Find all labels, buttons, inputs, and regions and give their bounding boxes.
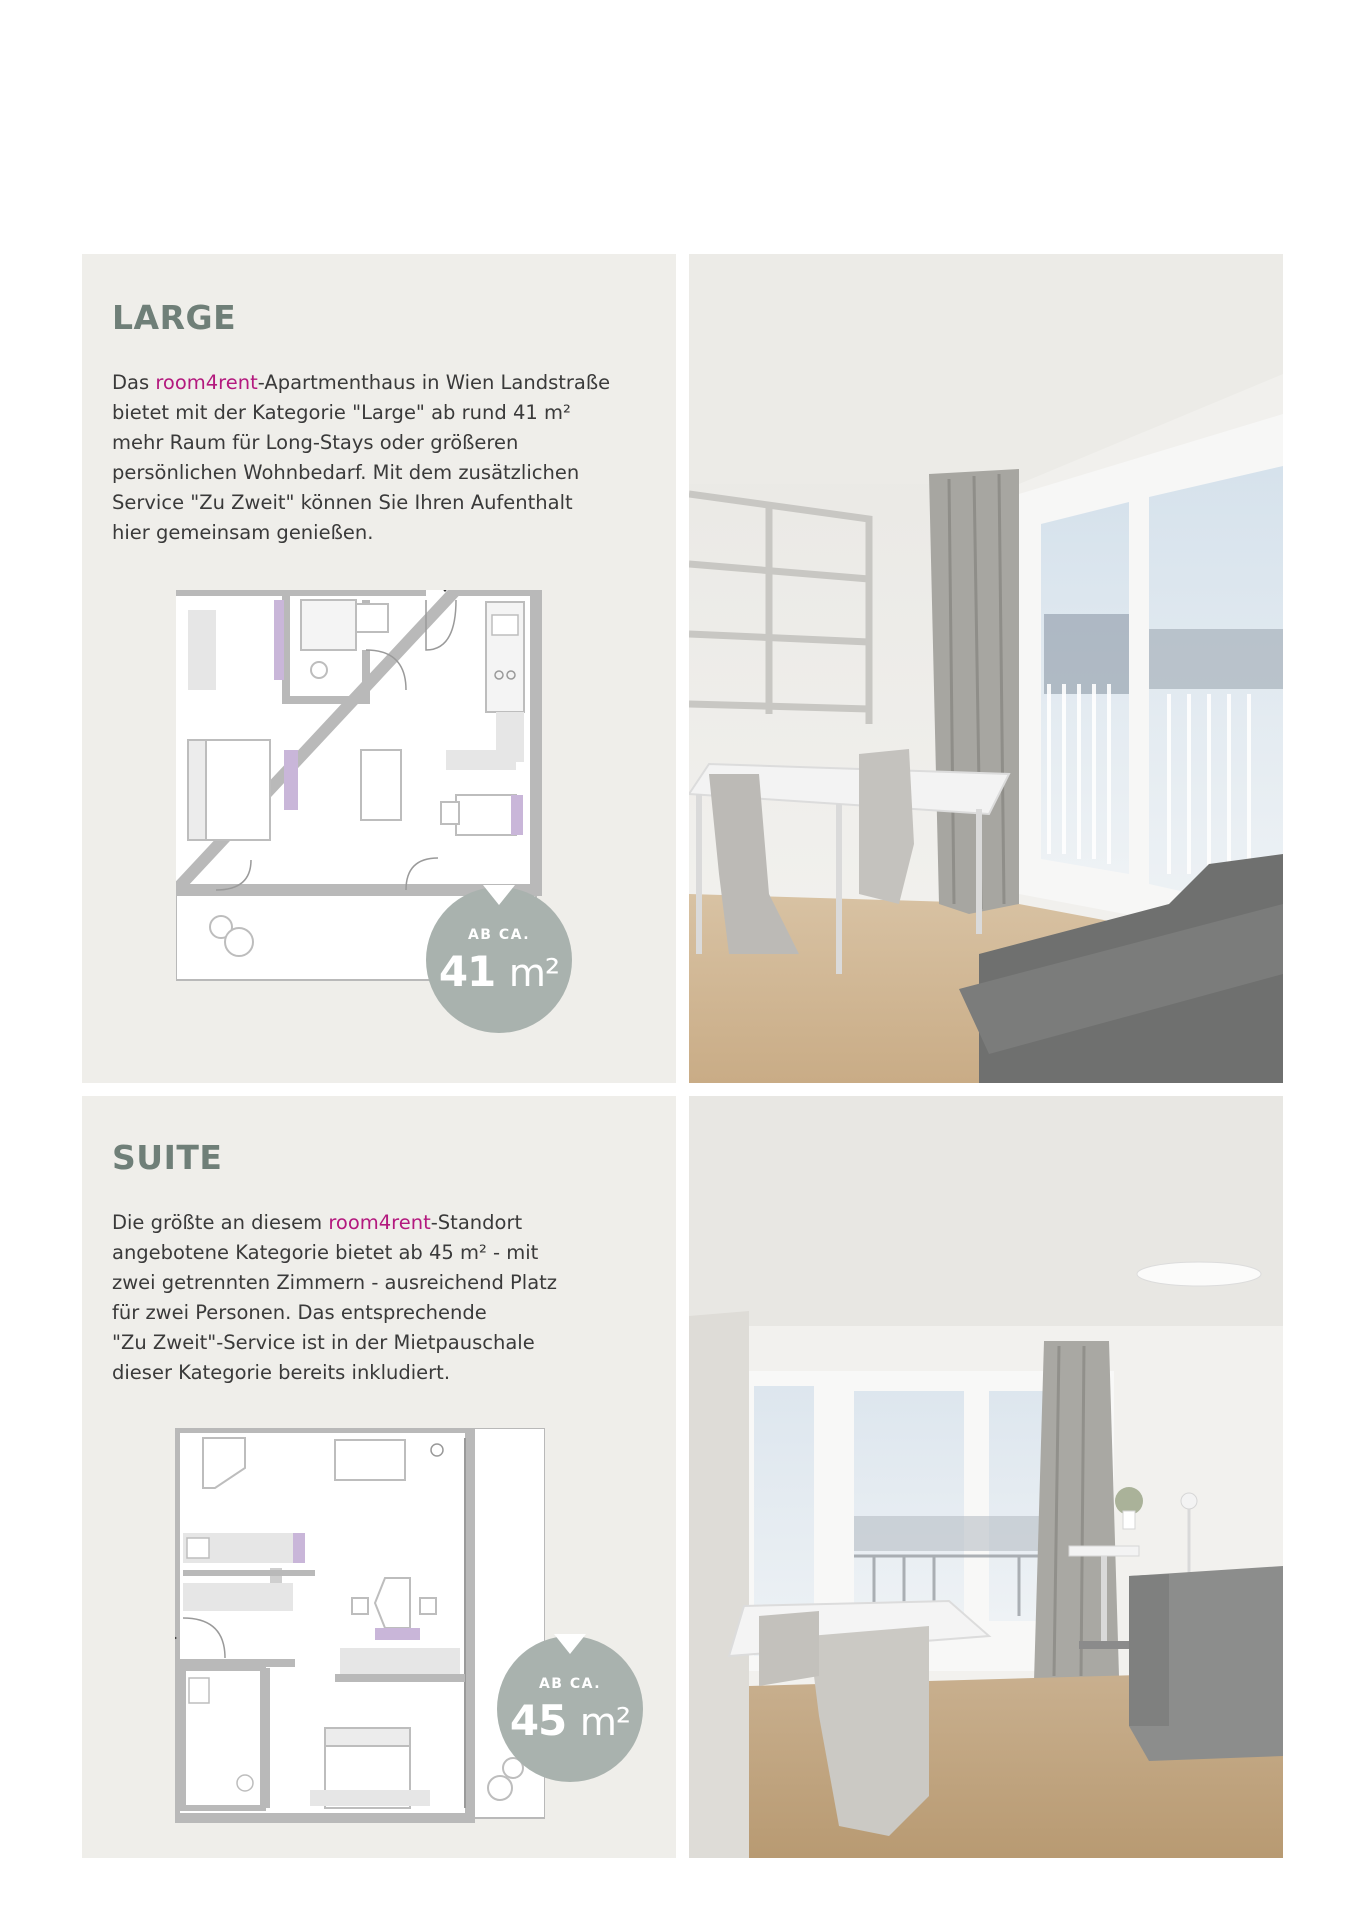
large-area-unit: m² [508,951,560,995]
suite-badge-area [497,1696,643,1745]
suite-brand-name: room4rent [328,1211,431,1234]
large-badge-notch [483,885,515,905]
suite-area-number: 45 [509,1696,567,1745]
suite-heading: SUITE [112,1138,223,1177]
large-badge-label: AB CA. [467,927,531,943]
large-text-intro: Das [112,371,156,394]
suite-floor-plan [175,1428,545,1828]
large-badge-area [426,947,572,996]
large-description [112,368,652,548]
suite-info-panel [82,1096,676,1858]
suite-photo-illustration [689,1096,1283,1858]
suite-area-unit: m² [579,1700,631,1744]
suite-badge-label: AB CA. [538,1676,602,1692]
large-photo-illustration [689,254,1283,1083]
large-text-body: -Apartmenthaus in Wien Landstraße bietet mit der Kategorie "Large" ab rund 41 m² mehr Raum für Long-Stays oder größeren persönlichen Wohnbedarf. Mit dem zusätzlichen Service "Zu Zweit" können Sie Ihren Aufenthalt hier gemeinsam genießen. [112,371,611,544]
large-heading: LARGE [112,298,237,337]
suite-area-badge [497,1636,643,1782]
suite-badge-notch [554,1634,586,1654]
suite-description [112,1208,652,1388]
large-info-panel [82,254,676,1083]
large-apartment-photo [689,254,1283,1083]
large-area-number: 41 [438,947,496,996]
suite-text-body: -Standort angebotene Kategorie bietet ab 45 m² - mit zwei getrennten Zimmern - ausreichend Platz für zwei Personen. Das entsprechende "Zu Zweit"-Service ist in der Mietpauschale dieser Kategorie bereits inkludiert. [112,1211,558,1384]
large-area-badge [426,887,572,1033]
suite-apartment-photo [689,1096,1283,1858]
suite-text-intro: Die größte an diesem [112,1211,329,1234]
large-brand-name: room4rent [155,371,258,394]
